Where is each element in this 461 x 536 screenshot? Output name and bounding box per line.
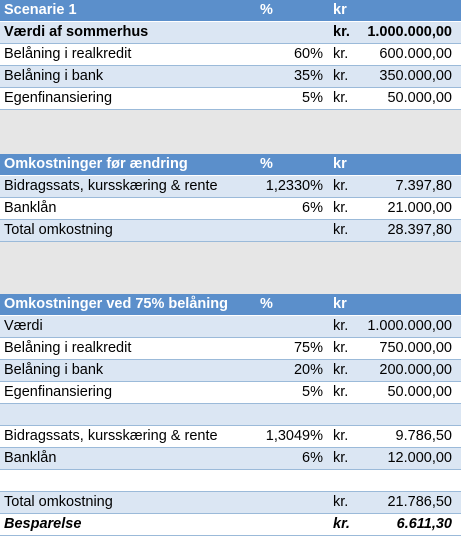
row-value: 50.000,00	[387, 90, 452, 106]
empty-row[interactable]	[0, 404, 461, 426]
row-pct: 6%	[302, 450, 323, 466]
section3-row-realkredit[interactable]	[0, 338, 461, 360]
row-kr: kr.	[333, 200, 349, 216]
section2-pct-header: %	[260, 156, 273, 172]
row-kr: kr.	[333, 494, 349, 510]
row-kr: kr.	[333, 428, 349, 444]
row-label: Belåning i bank	[4, 362, 104, 378]
row-value: 1.000.000,00	[367, 318, 452, 334]
section2-title: Omkostninger før ændring	[4, 156, 188, 172]
row-label: Total omkostning	[4, 222, 113, 238]
row-kr: kr.	[333, 516, 350, 532]
section1-title: Scenarie 1	[4, 2, 77, 18]
row-pct: 5%	[302, 90, 323, 106]
section3-row-value[interactable]	[0, 316, 461, 338]
gap-row	[0, 242, 461, 294]
row-pct: 5%	[302, 384, 323, 400]
section3-row-egenfinansiering[interactable]	[0, 382, 461, 404]
row-kr: kr.	[333, 384, 349, 400]
row-kr: kr.	[333, 178, 349, 194]
gap-row	[0, 110, 461, 154]
section1-kr-header: kr	[333, 2, 347, 18]
section2-kr-header: kr	[333, 156, 347, 172]
row-value: 600.000,00	[379, 46, 452, 62]
row-pct: 6%	[302, 200, 323, 216]
row-label: Belåning i realkredit	[4, 46, 132, 62]
section3-row-bank[interactable]	[0, 360, 461, 382]
row-pct: 35%	[293, 68, 323, 84]
section1-row-value[interactable]	[0, 22, 461, 44]
row-kr: kr.	[333, 46, 349, 62]
section2-header-row[interactable]	[0, 154, 461, 176]
row-pct: 75%	[293, 340, 323, 356]
row-value: 200.000,00	[379, 362, 452, 378]
row-label: Banklån	[4, 450, 57, 466]
row-label: Belåning i bank	[4, 68, 104, 84]
section1-header-row[interactable]	[0, 0, 461, 22]
row-label: Værdi af sommerhus	[4, 24, 149, 40]
row-value: 28.397,80	[387, 222, 452, 238]
section3-pct-header: %	[260, 296, 273, 312]
row-value: 21.000,00	[387, 200, 452, 216]
row-kr: kr.	[333, 340, 349, 356]
section3-header-row[interactable]	[0, 294, 461, 316]
row-label: Egenfinansiering	[4, 384, 113, 400]
row-kr: kr.	[333, 68, 349, 84]
section3-row-total[interactable]	[0, 492, 461, 514]
row-label: Bidragssats, kursskæring & rente	[4, 178, 218, 194]
section3-row-bidragssats[interactable]	[0, 426, 461, 448]
section1-row-realkredit[interactable]	[0, 44, 461, 66]
row-value: 7.397,80	[395, 178, 452, 194]
row-pct: 1,3049%	[265, 428, 323, 444]
row-value: 350.000,00	[379, 68, 452, 84]
row-value: 12.000,00	[387, 450, 452, 466]
section1-pct-header: %	[260, 2, 273, 18]
row-kr: kr.	[333, 362, 349, 378]
row-value: 6.611,30	[396, 516, 452, 532]
row-kr: kr.	[333, 90, 349, 106]
section2-row-total[interactable]	[0, 220, 461, 242]
row-label: Belåning i realkredit	[4, 340, 132, 356]
empty-row[interactable]	[0, 470, 461, 492]
row-label: Total omkostning	[4, 494, 113, 510]
section2-row-bidragssats[interactable]	[0, 176, 461, 198]
row-value: 750.000,00	[379, 340, 452, 356]
row-kr: kr.	[333, 318, 349, 334]
section3-title: Omkostninger ved 75% belåning	[4, 296, 228, 312]
row-pct: 60%	[293, 46, 323, 62]
row-label: Banklån	[4, 200, 57, 216]
row-label: Bidragssats, kursskæring & rente	[4, 428, 218, 444]
section3-row-besparelse[interactable]	[0, 514, 461, 536]
row-pct: 1,2330%	[265, 178, 323, 194]
row-kr: kr.	[333, 450, 349, 466]
row-value: 9.786,50	[395, 428, 452, 444]
row-value: 50.000,00	[387, 384, 452, 400]
section1-row-bank[interactable]	[0, 66, 461, 88]
row-pct: 20%	[293, 362, 323, 378]
row-label: Besparelse	[4, 516, 82, 532]
section2-row-banklaan[interactable]	[0, 198, 461, 220]
section3-row-banklaan[interactable]	[0, 448, 461, 470]
row-kr: kr.	[333, 222, 349, 238]
row-label: Egenfinansiering	[4, 90, 113, 106]
section3-kr-header: kr	[333, 296, 347, 312]
row-value: 1.000.000,00	[367, 24, 452, 40]
row-kr: kr.	[333, 24, 350, 40]
section1-row-egenfinansiering[interactable]	[0, 88, 461, 110]
row-value: 21.786,50	[387, 494, 452, 510]
row-label: Værdi	[4, 318, 43, 334]
